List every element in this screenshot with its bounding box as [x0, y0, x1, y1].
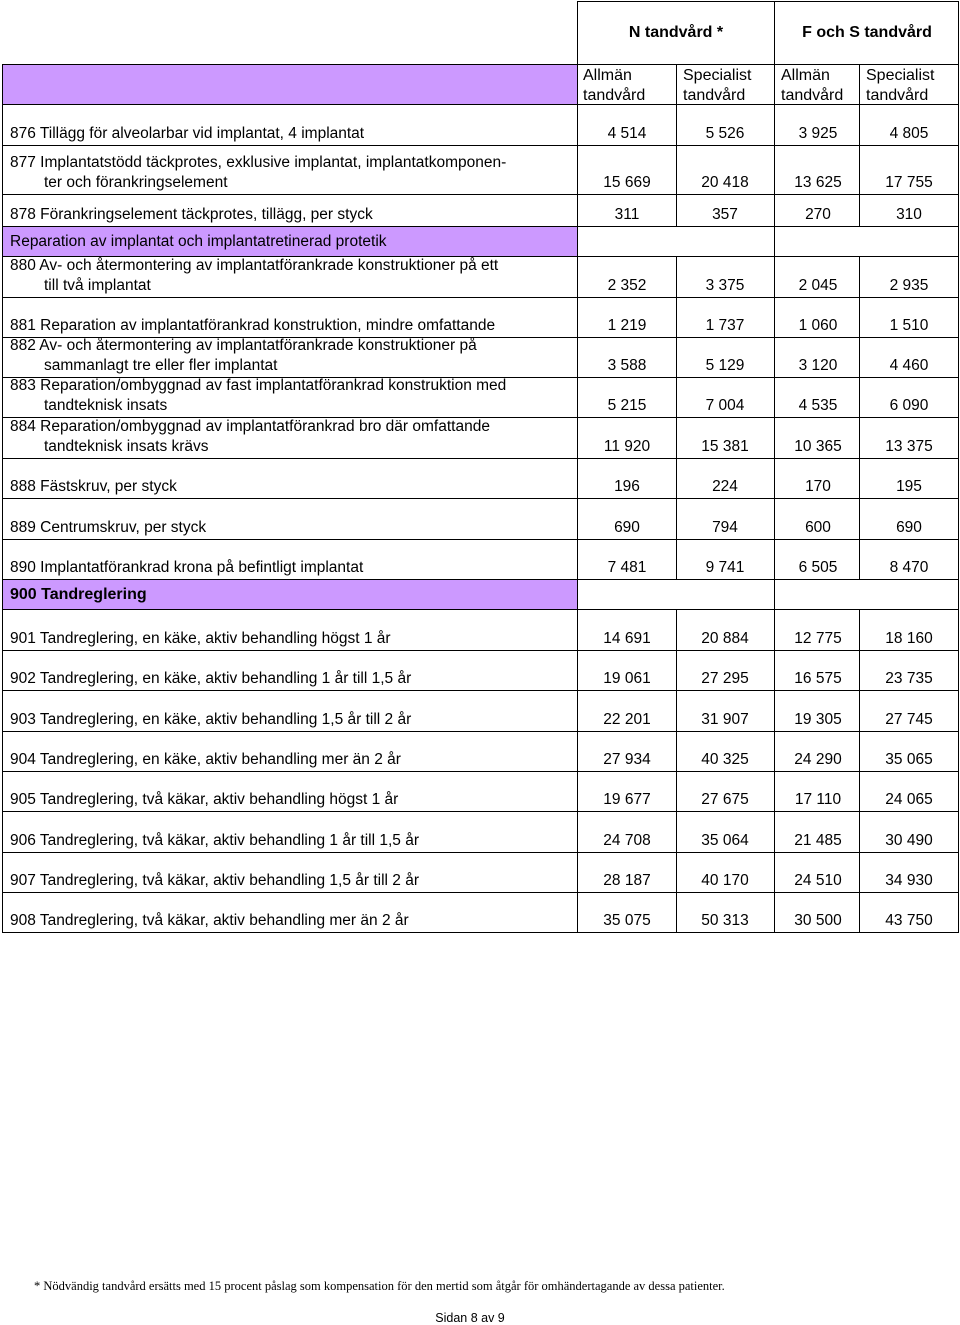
- row-value-col-3: 600: [805, 519, 831, 536]
- table-rule: [577, 298, 578, 338]
- row-value-col-1: 4 514: [607, 125, 647, 142]
- table-rule: [774, 853, 775, 893]
- row-description: 888 Fästskruv, per styck: [10, 478, 177, 495]
- row-value-col-3: 3 120: [798, 357, 838, 374]
- section-header: [2, 580, 577, 610]
- table-rule: [859, 853, 860, 893]
- table-rule: [774, 893, 775, 933]
- table-rule: [859, 691, 860, 732]
- table-row: [2, 418, 959, 459]
- table-rule: [2, 459, 3, 499]
- row-value-col-4: 6 090: [889, 397, 929, 414]
- table-rule: [2, 195, 3, 227]
- row-value-col-3: 13 625: [794, 174, 842, 191]
- table-rule: [774, 651, 775, 691]
- row-value-col-2: 27 675: [701, 791, 749, 808]
- table-rule: [2, 227, 3, 257]
- row-description: 878 Förankringselement täckprotes, tillägg, per styck: [10, 206, 373, 223]
- row-value-col-1: 690: [614, 519, 640, 536]
- table-rule: [676, 64, 677, 105]
- table-rule: [958, 459, 959, 499]
- section-title: Reparation av implantat och implantatretinerad protetik: [10, 233, 387, 250]
- row-value-col-3: 24 510: [794, 872, 842, 889]
- row-value-col-4: 310: [896, 206, 922, 223]
- table-rule: [577, 651, 578, 691]
- row-value-col-3: 10 365: [794, 438, 842, 455]
- table-rule: [676, 257, 677, 298]
- table-row: [2, 651, 959, 691]
- table-row: [2, 691, 959, 732]
- row-value-col-1: 15 669: [603, 174, 651, 191]
- section-title: 900 Tandreglering: [10, 586, 147, 603]
- row-value-col-1: 14 691: [603, 630, 651, 647]
- row-value-col-4: 4 805: [889, 125, 929, 142]
- row-value-col-3: 170: [805, 478, 831, 495]
- row-description-continued: tandteknisk insats krävs: [44, 438, 209, 455]
- row-value-col-2: 27 295: [701, 670, 749, 687]
- row-description: 907 Tandreglering, två käkar, aktiv behandling 1,5 år till 2 år: [10, 872, 419, 889]
- row-value-col-2: 357: [712, 206, 738, 223]
- table-rule: [774, 257, 775, 298]
- row-value-col-4: 8 470: [889, 559, 929, 576]
- table-rule: [577, 1, 959, 2]
- table-rule: [577, 257, 578, 298]
- table-rule: [577, 732, 578, 772]
- row-value-col-1: 311: [614, 206, 640, 223]
- header-col-2: Specialist tandvård: [683, 67, 752, 104]
- row-value-col-4: 34 930: [885, 872, 933, 889]
- row-value-col-1: 196: [614, 478, 640, 495]
- row-value-col-3: 6 505: [798, 559, 838, 576]
- table-rule: [958, 651, 959, 691]
- table-rule: [676, 691, 677, 732]
- table-rule: [958, 853, 959, 893]
- row-description: 903 Tandreglering, en käke, aktiv behandling 1,5 år till 2 år: [10, 711, 412, 728]
- table-rule: [2, 732, 3, 772]
- row-value-col-1: 11 920: [603, 438, 651, 455]
- row-value-col-2: 20 884: [701, 630, 749, 647]
- table-rule: [774, 812, 775, 853]
- table-rule: [2, 257, 3, 298]
- table-rule: [676, 853, 677, 893]
- table-rule: [676, 812, 677, 853]
- table-rule: [676, 610, 677, 651]
- row-value-col-4: 30 490: [885, 832, 933, 849]
- table-rule: [577, 540, 578, 580]
- table-rule: [774, 378, 775, 418]
- table-rule: [577, 691, 578, 732]
- header-group-fs: F och S tandvård: [802, 24, 932, 41]
- row-description: 889 Centrumskruv, per styck: [10, 519, 207, 536]
- table-rule: [774, 227, 775, 257]
- table-rule: [577, 610, 578, 651]
- table-rule: [774, 499, 775, 540]
- row-value-col-3: 1 060: [798, 317, 838, 334]
- row-value-col-3: 30 500: [794, 912, 842, 929]
- table-rule: [859, 893, 860, 933]
- table-rule: [859, 732, 860, 772]
- row-value-col-4: 27 745: [885, 711, 933, 728]
- table-rule: [676, 540, 677, 580]
- row-description: 905 Tandreglering, två käkar, aktiv behandling högst 1 år: [10, 791, 399, 808]
- header-group-n: N tandvård *: [628, 24, 724, 41]
- row-value-col-1: 27 934: [603, 751, 651, 768]
- row-value-col-2: 40 325: [701, 751, 749, 768]
- table-rule: [676, 772, 677, 812]
- table-rule: [859, 257, 860, 298]
- row-value-col-4: 4 460: [889, 357, 929, 374]
- table-rule: [859, 418, 860, 459]
- table-rule: [958, 499, 959, 540]
- table-rule: [2, 651, 3, 691]
- table-rule: [958, 418, 959, 459]
- table-rule: [859, 378, 860, 418]
- table-row: [2, 298, 959, 338]
- row-value-col-1: 1 219: [607, 317, 647, 334]
- table-rule: [577, 772, 578, 812]
- row-value-col-2: 1 737: [705, 317, 745, 334]
- row-description-continued: sammanlagt tre eller fler implantat: [44, 357, 278, 374]
- table-row: [2, 338, 959, 378]
- table-rule: [2, 64, 959, 65]
- table-rule: [859, 772, 860, 812]
- row-value-col-4: 43 750: [885, 912, 933, 929]
- row-value-col-3: 12 775: [794, 630, 842, 647]
- table-rule: [676, 146, 677, 195]
- table-rule: [774, 64, 775, 105]
- section-header: [2, 227, 577, 257]
- table-rule: [577, 812, 578, 853]
- table-rule: [774, 338, 775, 378]
- row-description: 883 Reparation/ombyggnad av fast implantatförankrad konstruktion med: [10, 377, 507, 394]
- row-value-col-4: 23 735: [885, 670, 933, 687]
- table-rule: [859, 540, 860, 580]
- table-row: [2, 732, 959, 772]
- table-rule: [676, 893, 677, 933]
- row-description: 882 Av- och återmontering av implantatförankrade konstruktioner på: [10, 337, 477, 354]
- row-value-col-4: 24 065: [885, 791, 933, 808]
- table-rule: [859, 146, 860, 195]
- table-rule: [774, 540, 775, 580]
- table-rule: [774, 418, 775, 459]
- row-value-col-4: 195: [896, 478, 922, 495]
- row-value-col-1: 24 708: [603, 832, 651, 849]
- table-rule: [2, 378, 3, 418]
- table-row: [2, 378, 959, 418]
- table-rule: [577, 459, 578, 499]
- row-value-col-1: 35 075: [603, 912, 651, 929]
- table-rule: [859, 105, 860, 146]
- table-rule: [774, 195, 775, 227]
- table-rule: [774, 459, 775, 499]
- table-rule: [859, 651, 860, 691]
- table-rule: [577, 378, 578, 418]
- table-rule: [958, 732, 959, 772]
- row-description: 876 Tillägg för alveolarbar vid implantat, 4 implantat: [10, 125, 365, 142]
- row-description: 908 Tandreglering, två käkar, aktiv behandling mer än 2 år: [10, 912, 409, 929]
- table-rule: [2, 499, 3, 540]
- row-description: 880 Av- och återmontering av implantatförankrade konstruktioner på ett: [10, 257, 499, 274]
- table-rule: [577, 1, 578, 106]
- table-rule: [676, 105, 677, 146]
- row-value-col-3: 16 575: [794, 670, 842, 687]
- row-description: 901 Tandreglering, en käke, aktiv behandling högst 1 år: [10, 630, 391, 647]
- table-rule: [958, 893, 959, 933]
- table-row: [2, 499, 959, 540]
- row-value-col-4: 2 935: [889, 277, 929, 294]
- table-row: [2, 146, 959, 195]
- table-row: [2, 893, 959, 933]
- table-rule: [958, 691, 959, 732]
- row-value-col-2: 20 418: [701, 174, 749, 191]
- row-description: 906 Tandreglering, två käkar, aktiv behandling 1 år till 1,5 år: [10, 832, 419, 849]
- table-rule: [859, 298, 860, 338]
- table-rule: [958, 610, 959, 651]
- row-description-continued: tandteknisk insats: [44, 397, 168, 414]
- row-description: 877 Implantatstödd täckprotes, exklusive implantat, implantatkomponen-: [10, 154, 507, 171]
- table-rule: [577, 893, 578, 933]
- row-value-col-2: 50 313: [701, 912, 749, 929]
- row-value-col-2: 7 004: [705, 397, 745, 414]
- table-rule: [958, 298, 959, 338]
- row-value-col-2: 224: [712, 478, 738, 495]
- row-value-col-1: 2 352: [607, 277, 647, 294]
- table-rule: [577, 105, 578, 146]
- row-value-col-1: 5 215: [607, 397, 647, 414]
- row-value-col-3: 3 925: [798, 125, 838, 142]
- row-value-col-2: 3 375: [705, 277, 745, 294]
- table-rule: [774, 105, 775, 146]
- table-row: [2, 195, 959, 227]
- table-rule: [2, 64, 3, 105]
- table-rule: [958, 580, 959, 610]
- table-row: [2, 459, 959, 499]
- table-rule: [2, 772, 3, 812]
- row-description: 884 Reparation/ombyggnad av implantatförankrad bro där omfattande: [10, 418, 490, 435]
- table-rule: [2, 146, 3, 195]
- table-rule: [2, 418, 3, 459]
- header-band: [2, 64, 577, 105]
- table-rule: [958, 338, 959, 378]
- row-value-col-2: 9 741: [705, 559, 745, 576]
- header-col-4: Specialist tandvård: [866, 67, 935, 104]
- row-value-col-1: 19 677: [603, 791, 651, 808]
- table-row: [2, 812, 959, 853]
- table-rule: [577, 338, 578, 378]
- table-rule: [774, 732, 775, 772]
- row-value-col-1: 7 481: [607, 559, 647, 576]
- table-row: [2, 257, 959, 298]
- table-rule: [577, 580, 578, 610]
- row-value-col-3: 19 305: [794, 711, 842, 728]
- header-col-1: Allmän tandvård: [583, 67, 646, 104]
- table-rule: [958, 195, 959, 227]
- table-row: [2, 853, 959, 893]
- footnote: * Nödvändig tandvård ersätts med 15 procent påslag som kompensation för den mertid som åtgår för omhändertagande av dessa patienter.: [34, 1279, 725, 1293]
- row-description-continued: ter och förankringselement: [44, 174, 228, 191]
- table-rule: [676, 651, 677, 691]
- row-value-col-3: 4 535: [798, 397, 838, 414]
- table-rule: [2, 540, 3, 580]
- table-rule: [859, 338, 860, 378]
- row-value-col-1: 19 061: [603, 670, 651, 687]
- row-value-col-4: 690: [896, 519, 922, 536]
- table-row: [2, 772, 959, 812]
- table-rule: [958, 227, 959, 257]
- table-rule: [958, 812, 959, 853]
- table-rule: [2, 932, 959, 933]
- row-description-continued: till två implantat: [44, 277, 151, 294]
- table-rule: [958, 378, 959, 418]
- row-value-col-1: 3 588: [607, 357, 647, 374]
- table-rule: [676, 732, 677, 772]
- row-value-col-2: 40 170: [701, 872, 749, 889]
- table-rule: [2, 298, 3, 338]
- table-rule: [676, 338, 677, 378]
- table-rule: [2, 580, 3, 610]
- row-value-col-1: 22 201: [603, 711, 651, 728]
- row-description: 902 Tandreglering, en käke, aktiv behandling 1 år till 1,5 år: [10, 670, 412, 687]
- row-value-col-3: 17 110: [794, 791, 842, 808]
- table-rule: [676, 378, 677, 418]
- table-row: [2, 610, 959, 651]
- table-rule: [958, 772, 959, 812]
- row-value-col-3: 270: [805, 206, 831, 223]
- page-number: Sidan 8 av 9: [435, 1311, 505, 1325]
- table-rule: [774, 610, 775, 651]
- table-rule: [2, 691, 3, 732]
- table-rule: [958, 540, 959, 580]
- row-description: 890 Implantatförankrad krona på befintligt implantat: [10, 559, 364, 576]
- row-value-col-2: 5 526: [705, 125, 745, 142]
- table-rule: [774, 580, 775, 610]
- table-rule: [577, 146, 578, 195]
- row-value-col-3: 21 485: [794, 832, 842, 849]
- table-rule: [2, 338, 3, 378]
- row-value-col-3: 2 045: [798, 277, 838, 294]
- table-rule: [577, 499, 578, 540]
- table-rule: [859, 499, 860, 540]
- table-rule: [577, 418, 578, 459]
- row-value-col-2: 794: [712, 519, 738, 536]
- row-value-col-2: 35 064: [701, 832, 749, 849]
- table-rule: [859, 812, 860, 853]
- row-value-col-4: 18 160: [885, 630, 933, 647]
- table-rule: [958, 1, 959, 106]
- table-rule: [774, 691, 775, 732]
- header-col-3: Allmän tandvård: [781, 67, 844, 104]
- row-value-col-2: 31 907: [701, 711, 749, 728]
- table-rule: [774, 146, 775, 195]
- table-rule: [577, 227, 578, 257]
- row-value-col-1: 28 187: [603, 872, 651, 889]
- table-rule: [2, 812, 3, 853]
- table-rule: [958, 146, 959, 195]
- table-rule: [859, 459, 860, 499]
- row-value-col-4: 17 755: [885, 174, 933, 191]
- row-value-col-2: 15 381: [701, 438, 749, 455]
- table-rule: [774, 772, 775, 812]
- row-description: 904 Tandreglering, en käke, aktiv behandling mer än 2 år: [10, 751, 401, 768]
- table-rule: [859, 610, 860, 651]
- table-rule: [2, 893, 3, 933]
- row-value-col-2: 5 129: [705, 357, 745, 374]
- table-rule: [859, 64, 860, 105]
- table-rule: [676, 298, 677, 338]
- row-value-col-4: 35 065: [885, 751, 933, 768]
- table-rule: [676, 418, 677, 459]
- table-rule: [676, 459, 677, 499]
- table-rule: [676, 195, 677, 227]
- table-rule: [774, 1, 775, 65]
- row-value-col-4: 13 375: [885, 438, 933, 455]
- table-rule: [774, 298, 775, 338]
- row-description: 881 Reparation av implantatförankrad konstruktion, mindre omfattande: [10, 317, 496, 334]
- row-value-col-3: 24 290: [794, 751, 842, 768]
- table-rule: [676, 499, 677, 540]
- row-value-col-4: 1 510: [889, 317, 929, 334]
- table-rule: [577, 853, 578, 893]
- table-row: [2, 105, 959, 146]
- table-rule: [577, 195, 578, 227]
- table-rule: [958, 105, 959, 146]
- table-rule: [958, 257, 959, 298]
- table-row: [2, 540, 959, 580]
- table-rule: [2, 853, 3, 893]
- table-rule: [859, 195, 860, 227]
- table-rule: [2, 610, 3, 651]
- table-rule: [2, 105, 3, 146]
